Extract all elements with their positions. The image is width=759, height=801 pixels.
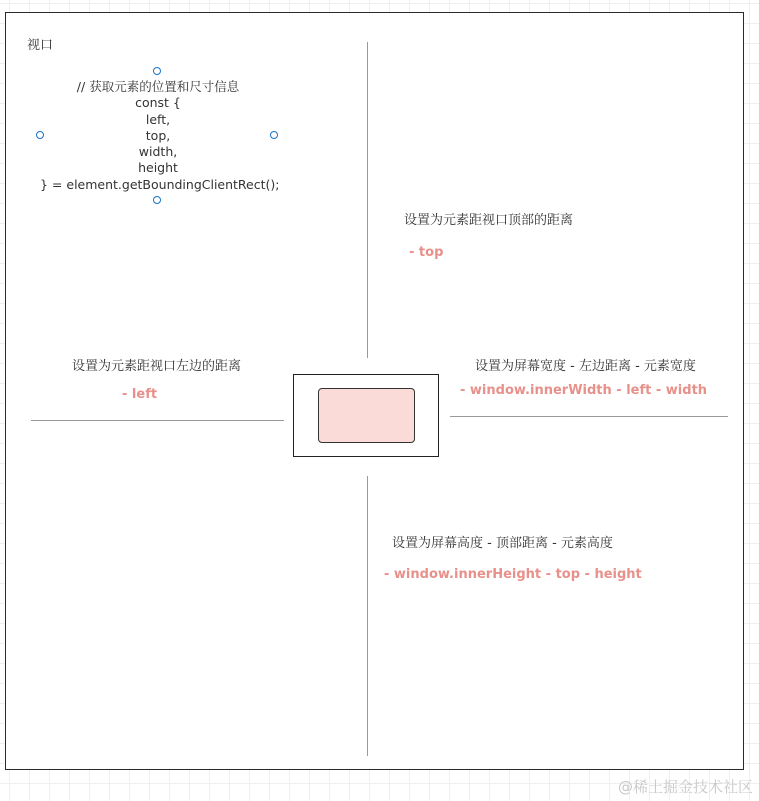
top-distance-label: 设置为元素距视口顶部的距离 xyxy=(404,213,574,228)
bottom-distance-line xyxy=(367,476,368,756)
left-distance-label: 设置为元素距视口左边的距离 xyxy=(72,359,242,374)
right-distance-expression: - window.innerWidth - left - width xyxy=(460,383,708,398)
right-distance-label: 设置为屏幕宽度 - 左边距离 - 元素宽度 xyxy=(475,359,696,374)
code-line: height xyxy=(138,160,178,176)
left-distance-expression: - left xyxy=(122,387,158,402)
selection-handle-top[interactable] xyxy=(153,67,161,75)
code-line: } = element.getBoundingClientRect(); xyxy=(40,176,280,192)
viewport-label: 视口 xyxy=(27,38,54,53)
left-distance-line xyxy=(31,420,284,421)
code-line: left, xyxy=(145,111,171,127)
selection-handle-bottom[interactable] xyxy=(153,196,161,204)
bottom-distance-label: 设置为屏幕高度 - 顶部距离 - 元素高度 xyxy=(392,536,613,551)
top-distance-line xyxy=(367,42,368,358)
code-line: width, xyxy=(138,144,178,160)
watermark: @稀土掘金技术社区 xyxy=(617,778,753,796)
bottom-distance-expression: - window.innerHeight - top - height xyxy=(384,567,642,582)
top-distance-expression: - top xyxy=(409,245,444,260)
code-line: top, xyxy=(145,127,171,143)
right-distance-line xyxy=(450,416,728,417)
code-snippet[interactable] xyxy=(40,79,280,193)
code-line: // 获取元素的位置和尺寸信息 xyxy=(76,79,240,94)
positioned-element xyxy=(318,388,415,443)
code-line: const { xyxy=(135,95,181,111)
